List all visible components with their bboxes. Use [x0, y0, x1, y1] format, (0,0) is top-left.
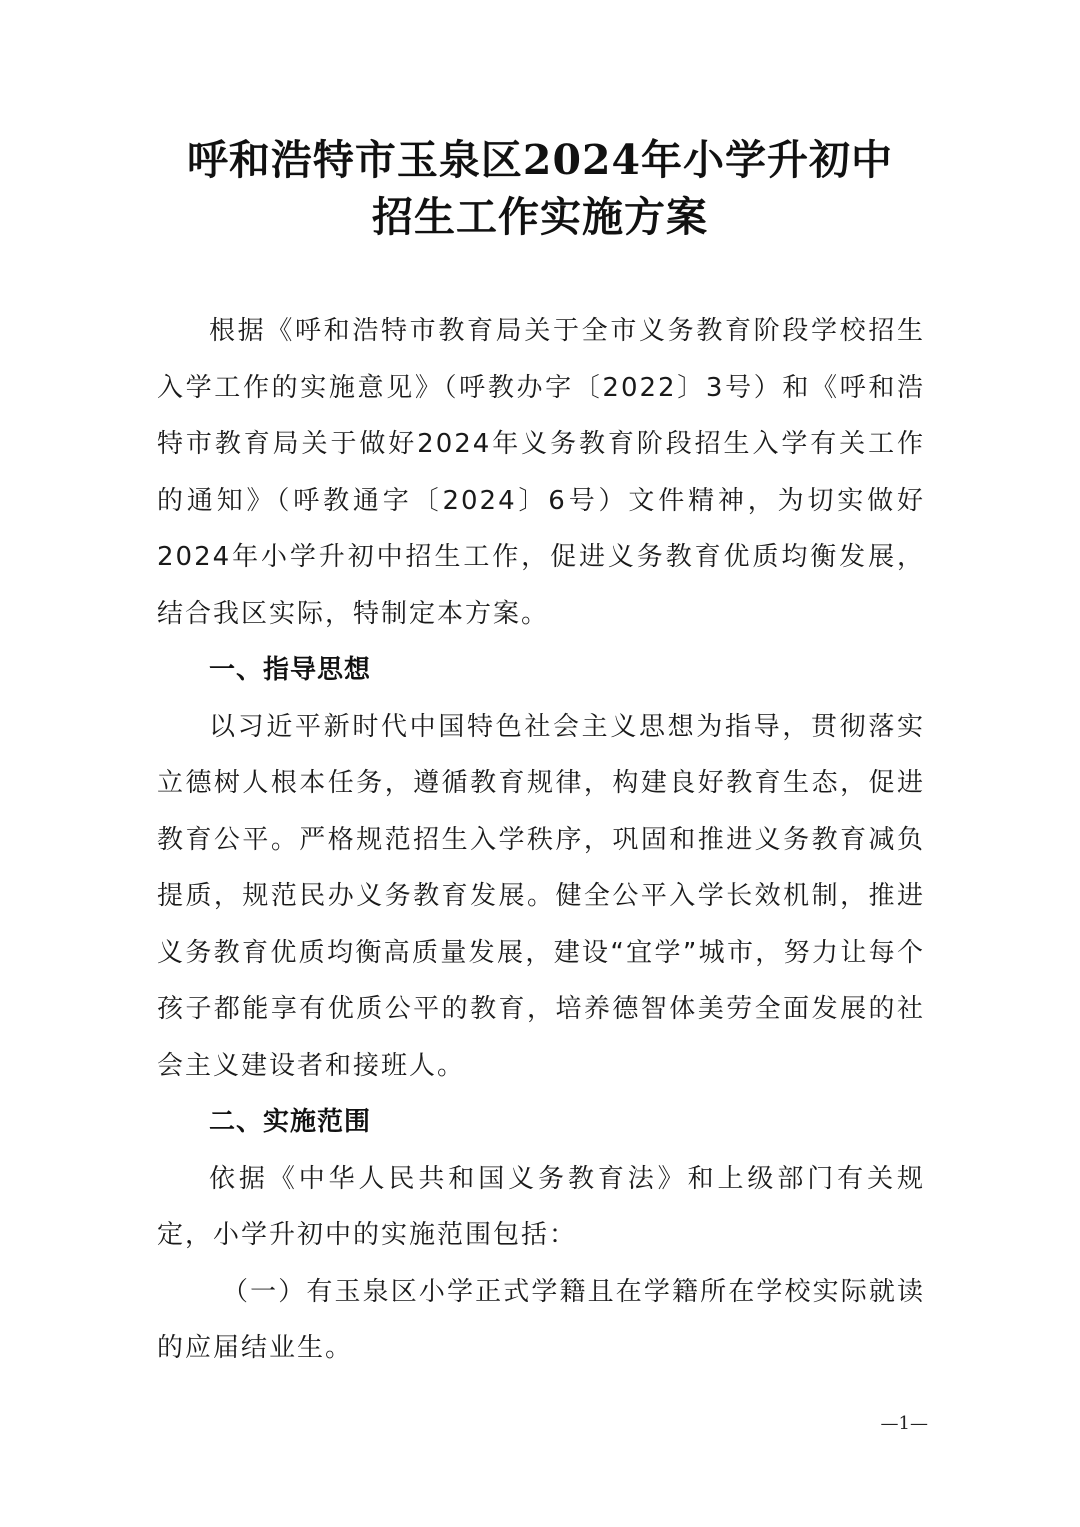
page-number: —1—	[880, 1413, 928, 1434]
document-title-line-1: 呼和浩特市玉泉区2024年小学升初中	[186, 136, 894, 184]
guiding-ideology-paragraph: 以习近平新时代中国特色社会主义思想为指导，贯彻落实立德树人根本任务，遵循教育规律，构建良好教育生态，促进教育公平。严格规范招生入学秩序，巩固和推进义务教育减负提质，规范民办义务教育发展。健全公平入学长效机制，推进义务教育优质均衡高质量发展，建设“宜学”城市，努力让每个孩子都能享有优质公平的教育，培养德智体美劳全面发展的社会主义建设者和接班人。	[157, 711, 925, 1081]
section-heading-guiding-ideology: 一、指导思想	[209, 655, 372, 685]
document-title-line-2: 招生工作实施方案	[372, 193, 708, 241]
scope-item-1: （一）有玉泉区小学正式学籍且在学籍所在学校实际就读的应届结业生。	[157, 1276, 925, 1363]
scope-paragraph: 依据《中华人民共和国义务教育法》和上级部门有关规定，小学升初中的实施范围包括：	[157, 1163, 925, 1250]
section-heading-scope: 二、实施范围	[209, 1107, 372, 1137]
intro-paragraph: 根据《呼和浩特市教育局关于全市义务教育阶段学校招生入学工作的实施意见》（呼教办字〔2022〕3号）和《呼和浩特市教育局关于做好2024年义务教育阶段招生入学有关工作的通知》（呼教通字〔2024〕6号）文件精神，为切实做好2024年小学升初中招生工作，促进义务教育优质均衡发展，结合我区实际，特制定本方案。	[157, 316, 925, 629]
document-body	[157, 303, 925, 1377]
